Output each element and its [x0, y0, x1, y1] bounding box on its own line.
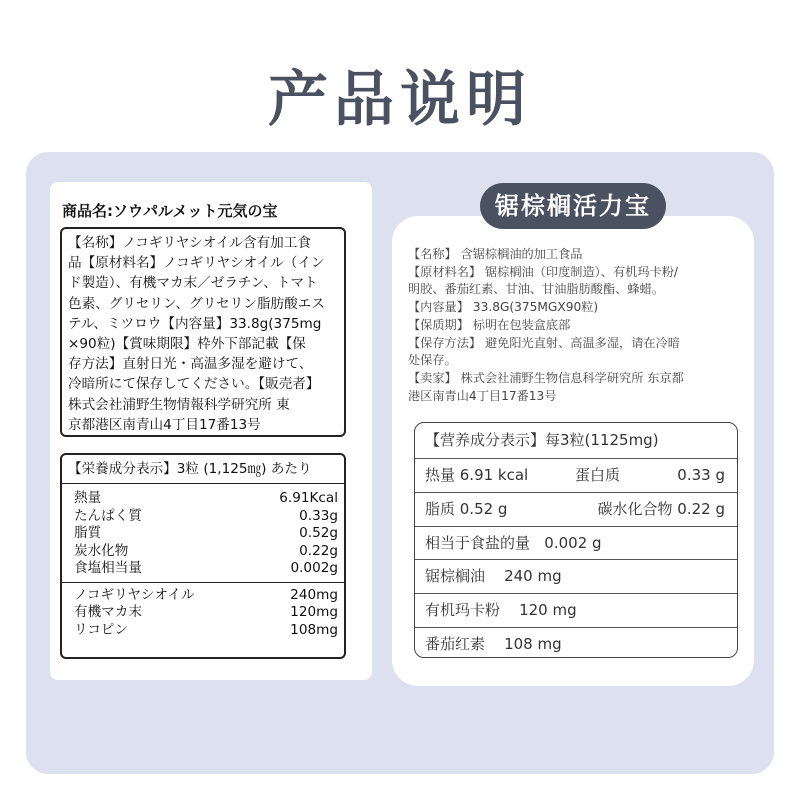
table-row: 锯棕榈油 240 mg — [415, 560, 737, 594]
chinese-info-text — [408, 246, 743, 405]
table-row: 有机玛卡粉 120 mg — [415, 594, 737, 628]
nutrition-row — [74, 560, 338, 578]
info-line: 【保存方法】 避免阳光直射、高温多湿，请在冷暗 — [408, 335, 680, 350]
nutrient-value: 0.33g — [299, 507, 338, 524]
table-row — [415, 459, 737, 493]
japanese-info-box — [60, 227, 346, 437]
ingredient-value: 120mg — [290, 604, 338, 620]
ingredient-row — [74, 622, 338, 640]
ingredient-value: 108mg — [290, 621, 338, 638]
nutrition-row — [74, 525, 338, 543]
info-line: 处保存。 — [408, 353, 457, 368]
ingredient-name: 有機マカ末 — [74, 604, 142, 620]
info-line: 【内容量】 33.8G(375MGX90粒) — [408, 300, 599, 315]
nutrient-name: 熱量 — [74, 490, 102, 506]
info-line: ド製造）、有機マカ末／ゼラチン、トマト — [68, 275, 318, 292]
table-row — [415, 493, 737, 527]
product-name: 商品名:ソウパルメット元気の宝 — [62, 202, 278, 220]
chinese-nutrition-table — [414, 422, 738, 658]
table-row: 相当于食盐的量 0.002 g — [415, 527, 737, 561]
info-line: 【名称】 含锯棕榈油的加工食品 — [408, 247, 583, 261]
info-line: 港区南青山4丁目17番13号 — [408, 388, 557, 403]
info-line: 冷暗所にて保存してください。【販売者】 — [68, 376, 320, 393]
cell: 蛋白质 — [575, 466, 621, 484]
info-line: 【原材料名】 锯棕榈油（印度制造）、有机玛卡粉/ — [408, 264, 679, 279]
page-title: 产品说明 — [268, 65, 532, 135]
nutrient-value: 0.002g — [290, 560, 338, 576]
nutrient-name: 食塩相当量 — [74, 560, 142, 576]
nutrient-value: 0.22g — [299, 542, 338, 559]
cell: 碳水化合物 0.22 g — [597, 499, 725, 518]
cell: 热量 6.91 kcal — [425, 466, 529, 484]
info-line: 【名称】ノコギリヤシオイル含有加工食 — [68, 235, 311, 251]
ingredient-row — [74, 604, 338, 622]
ingredient-name: リコピン — [74, 621, 129, 638]
nutrition-row — [74, 508, 338, 526]
info-line: 明胶、番茄红素、甘油、甘油脂肪酸酯、蜂蜡。 — [408, 282, 664, 297]
info-line: 品【原材料名】ノコギリヤシオイル（イン — [68, 255, 325, 272]
ingredient-rows — [62, 583, 344, 640]
nutrient-name: 炭水化物 — [74, 542, 129, 559]
nutrition-row — [74, 490, 338, 508]
info-line: 存方法】直射日光・高温多湿を避けて、 — [68, 356, 313, 373]
info-line: 京都港区南青山4丁目17番13号 — [68, 416, 261, 433]
japanese-nutrition-table — [60, 453, 346, 659]
nutrition-header: 【栄養成分表示】3粒 (1,125㎎) あたり — [62, 455, 344, 484]
nutrition-row — [74, 543, 338, 561]
nutrition-rows — [62, 484, 344, 583]
table-row: 番茄红素 108 mg — [425, 634, 562, 653]
info-line: テル、ミツロウ【内容量】33.8g(375mg — [68, 315, 322, 332]
product-badge: 锯棕榈活力宝 — [480, 183, 666, 229]
info-line: 色素、グリセリン、グリセリン脂肪酸エス — [68, 295, 325, 312]
info-line: 【保质期】 标明在包装盒底部 — [408, 317, 571, 332]
nutrient-value: 0.52g — [299, 525, 338, 541]
info-line: 株式会社浦野生物情報科学研究所 東 — [68, 396, 290, 413]
info-line: ×90粒)【賞味期限】枠外下部記載【保 — [68, 336, 306, 353]
cell: 脂质 0.52 g — [425, 499, 508, 518]
nutrient-value: 6.91Kcal — [279, 490, 338, 506]
ingredient-name: ノコギリヤシオイル — [74, 586, 195, 603]
nutrient-name: たんぱく質 — [74, 507, 142, 524]
cell: 0.33 g — [677, 466, 725, 484]
ingredient-value: 240mg — [290, 586, 338, 603]
table-header: 【营养成分表示】每3粒(1125mg) — [415, 423, 737, 459]
ingredient-row — [74, 587, 338, 605]
nutrient-name: 脂質 — [74, 525, 102, 541]
info-line: 【卖家】 株式会社浦野生物信息科学研究所 东京都 — [408, 370, 684, 385]
